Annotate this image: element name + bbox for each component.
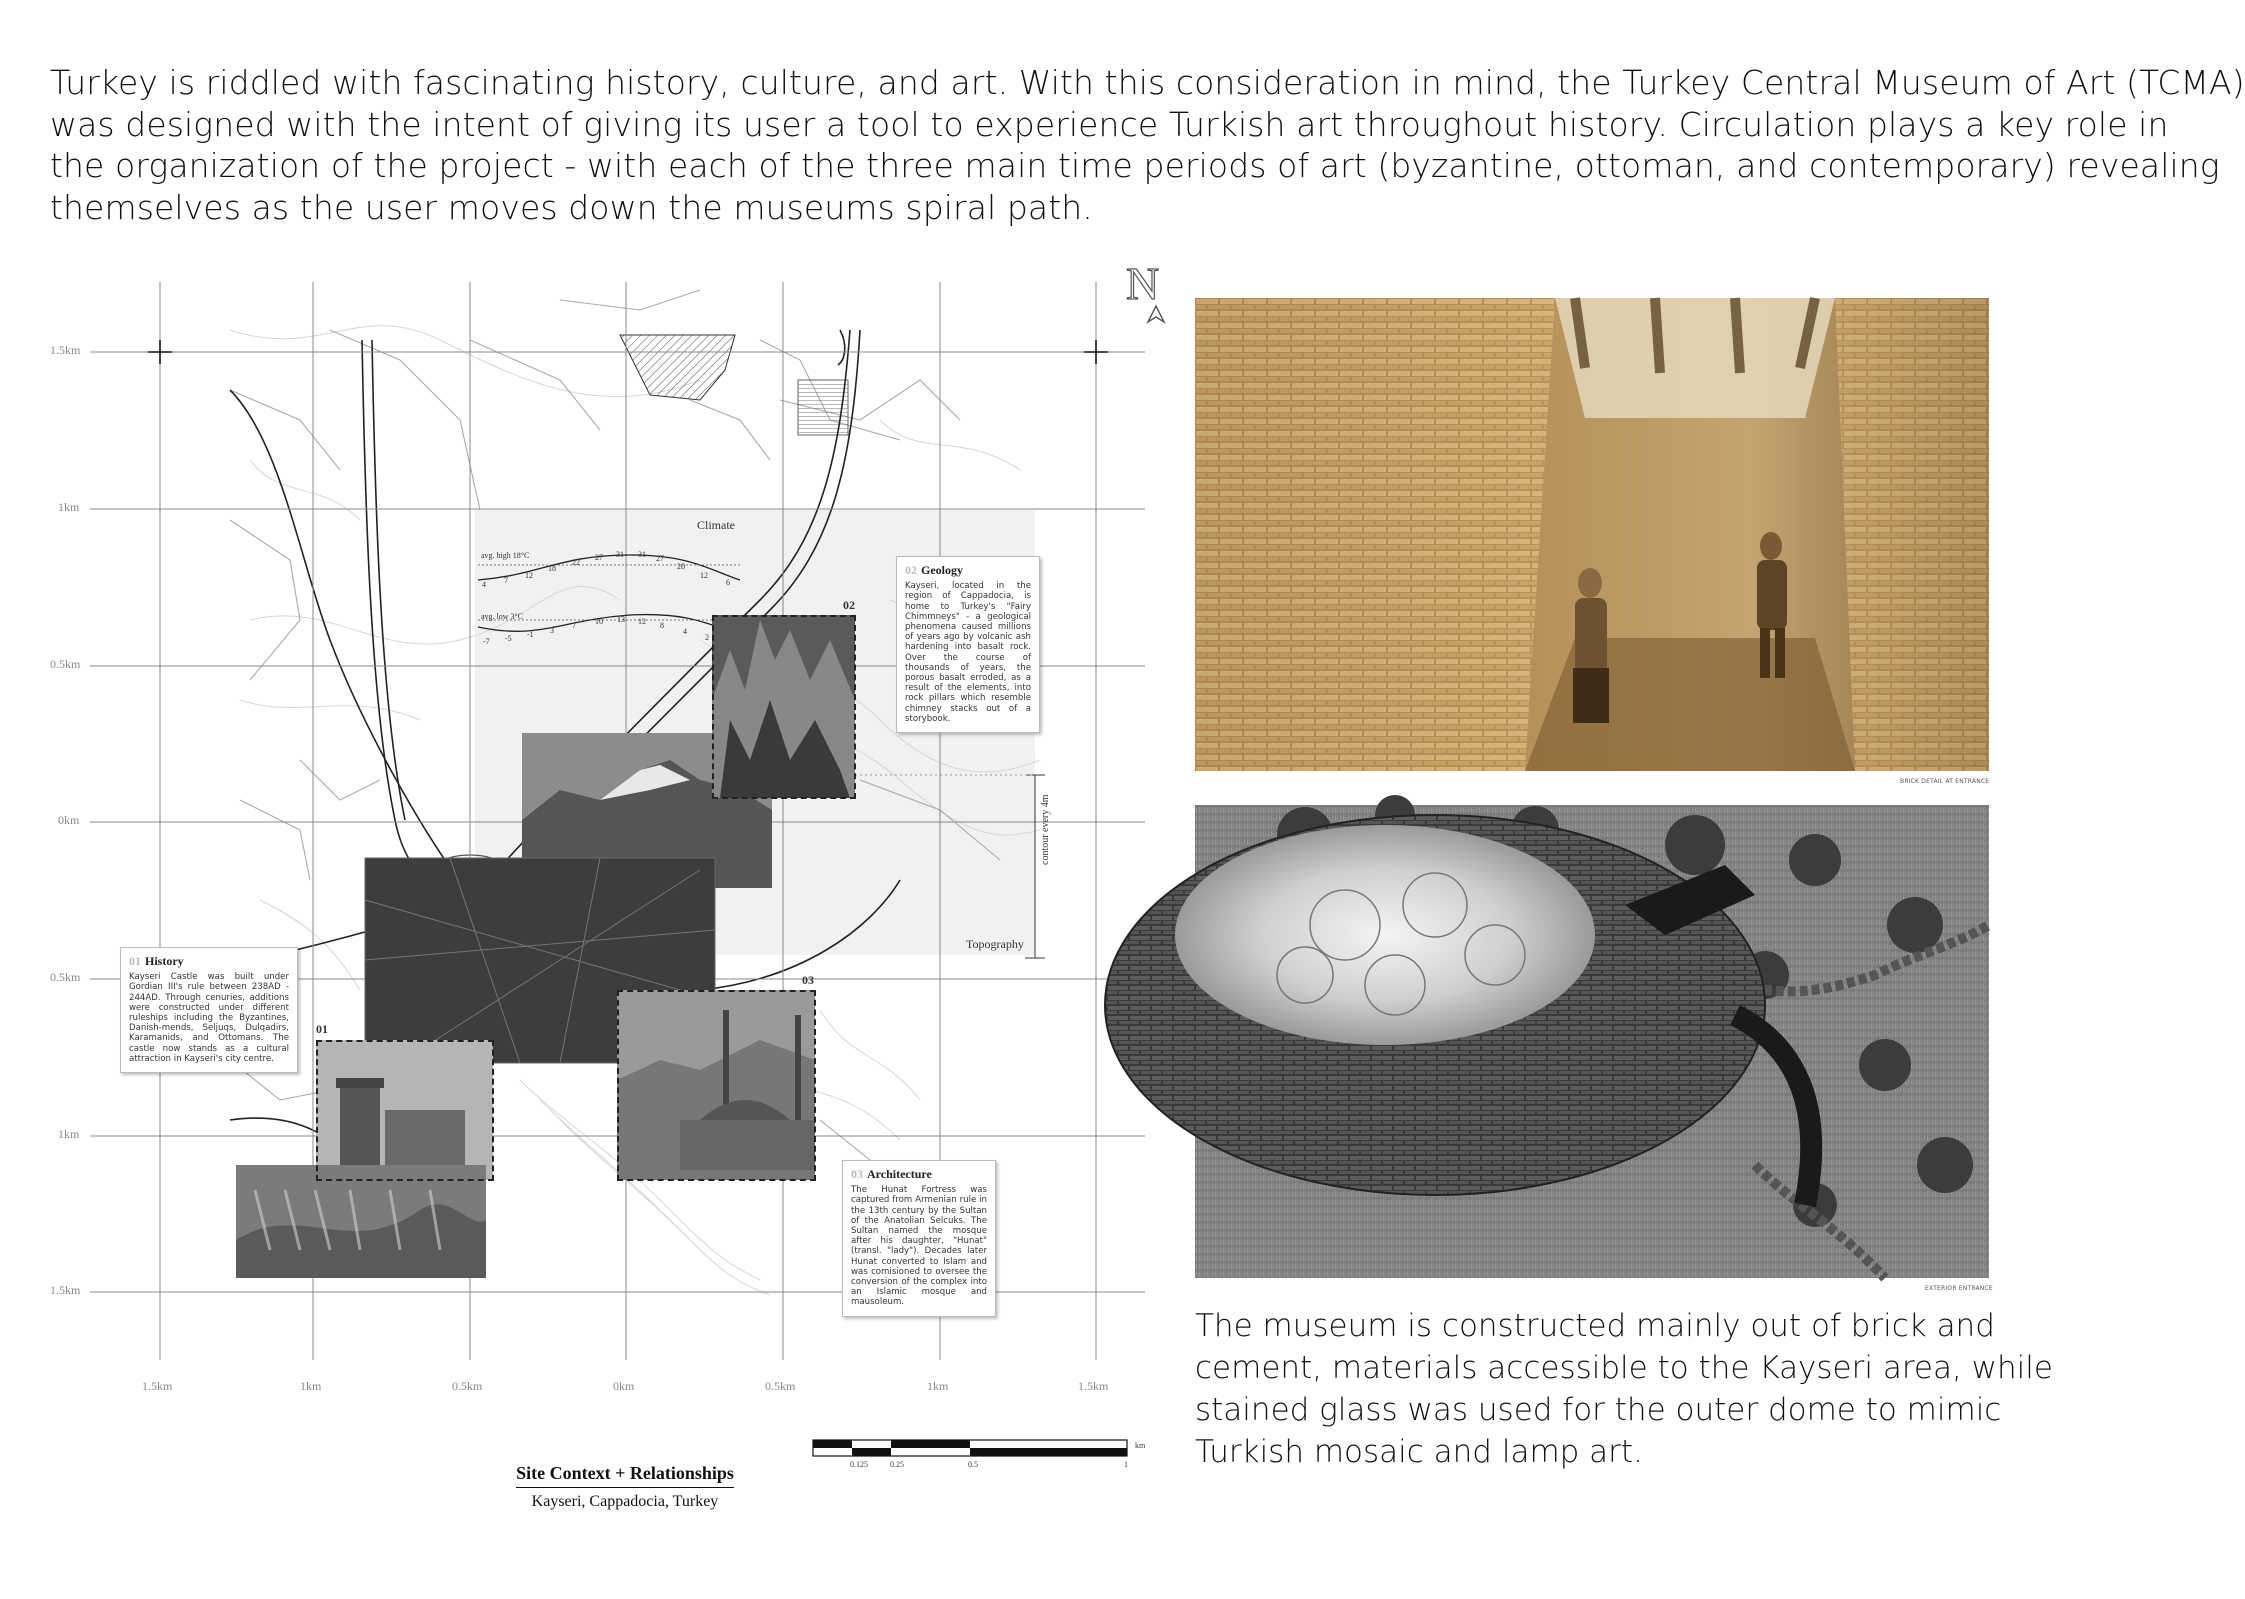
history-number: 01 — [129, 954, 141, 968]
x-tick: 0.5km — [452, 1379, 483, 1393]
x-tick: 0.5km — [765, 1379, 796, 1393]
y-tick: 1km — [58, 500, 80, 514]
architecture-photo-frame — [617, 990, 816, 1181]
geology-body: Kayseri, located in the region of Cappadocia, is home to Turkey's "Fairy Chimmneys" - a geological phenomena caused millions of years ago by volcanic ash hardening into basalt rock. Over the course of thousands of years, the porous basalt erroded, as a result of the elements, into rock pillars which resemble chimney stacks out of a storybook. — [905, 581, 1031, 724]
intro-line: the organization of the project - with each of the three main time periods of art (byzantine, ottoman, and contemporary) revealing — [50, 146, 2220, 185]
materials-line: cement, materials accessible to the Kayseri area, while — [1195, 1350, 2053, 1386]
x-tick: 1.5km — [142, 1379, 173, 1393]
intro-line: was designed with the intent of giving its user a tool to experience Turkish art throughout history. Circulation plays a key role in — [50, 104, 2169, 144]
site-subtitle: Kayseri, Cappadocia, Turkey — [531, 1493, 719, 1510]
scale-label: 0.125 — [850, 1460, 868, 1469]
exterior-render — [1195, 805, 1989, 1278]
render-caption-top: BRICK DETAIL AT ENTRANCE — [1900, 778, 1990, 785]
materials-paragraph — [1195, 1305, 2053, 1473]
y-tick: 0km — [58, 813, 80, 827]
x-tick: 0km — [613, 1379, 635, 1393]
y-tick: 0.5km — [50, 657, 81, 671]
avg-high-label: avg. high 18°C — [481, 551, 530, 560]
architecture-number: 03 — [851, 1167, 863, 1181]
materials-line: The museum is constructed mainly out of brick and — [1195, 1308, 1995, 1344]
north-label: N — [1126, 258, 1160, 309]
geology-callout — [896, 556, 1040, 733]
avg-low-label: avg. low 3°C — [481, 612, 524, 621]
history-body: Kayseri Castle was built under Gordian III's rule between 238AD - 244AD. Through cenuries, additions were constructed under different ruleships including the Byzantines, Danish-mends, Seljuqs, Dulqadirs, Karamanids, and Ottomans. The castle now stands as a cultural attraction in Kayseri's city centre. — [129, 972, 289, 1064]
photo-marker-01: 01 — [316, 1022, 328, 1036]
scale-label: 0.25 — [890, 1460, 904, 1469]
geology-title: Geology — [921, 563, 963, 577]
materials-line: Turkish mosaic and lamp art. — [1195, 1434, 1643, 1470]
history-photo-frame — [316, 1040, 494, 1181]
scale-unit: km — [1135, 1441, 1146, 1450]
materials-line: stained glass was used for the outer dome to mimic — [1195, 1392, 2002, 1428]
scale-label: 1 — [1124, 1460, 1128, 1469]
x-tick: 1km — [927, 1379, 949, 1393]
y-tick: 1.5km — [50, 1283, 81, 1297]
intro-line: Turkey is riddled with fascinating history, culture, and art. With this consideration in mind, the Turkey Central Museum of Art (TCMA) — [50, 63, 2245, 102]
scale-bar-graphic — [813, 1440, 1127, 1456]
brick-corridor-render — [1195, 298, 1989, 771]
contour-label: contour every 4m — [1040, 794, 1051, 865]
history-title: History — [145, 954, 184, 968]
x-tick: 1km — [300, 1379, 322, 1393]
intro-line: themselves as the user moves down the museums spiral path. — [50, 187, 1093, 227]
y-tick: 0.5km — [50, 970, 81, 984]
geology-photo-frame — [712, 615, 856, 799]
architecture-title: Architecture — [867, 1167, 932, 1181]
render-caption-bottom: EXTERIOR ENTRANCE — [1925, 1285, 1993, 1292]
geology-number: 02 — [905, 563, 917, 577]
hatched-parcel — [798, 380, 848, 435]
architecture-body: The Hunat Fortress was captured from Armenian rule in the 13th century by the Sultan of the Anatolian Selcuks. The Sultan named the mosque after his daughter, "Hunat" (transl. "lady"). Decades later Hunat converted to Islam and was comisioned to oversee the conversion of the complex into an Islamic mosque and mausoleum. — [851, 1185, 987, 1308]
x-tick: 1.5km — [1078, 1379, 1109, 1393]
y-tick: 1km — [58, 1127, 80, 1141]
site-title: Site Context + Relationships — [516, 1463, 734, 1488]
site-title-block — [495, 1463, 755, 1511]
y-tick: 1.5km — [50, 343, 81, 357]
photo-marker-02: 02 — [843, 598, 855, 612]
photo-marker-03: 03 — [802, 973, 814, 987]
history-callout — [120, 947, 298, 1073]
architecture-callout — [842, 1160, 996, 1317]
hatched-parcel — [620, 335, 735, 400]
scale-label: 0.5 — [968, 1460, 978, 1469]
topography-label: Topography — [966, 937, 1024, 951]
climate-label: Climate — [697, 518, 735, 532]
